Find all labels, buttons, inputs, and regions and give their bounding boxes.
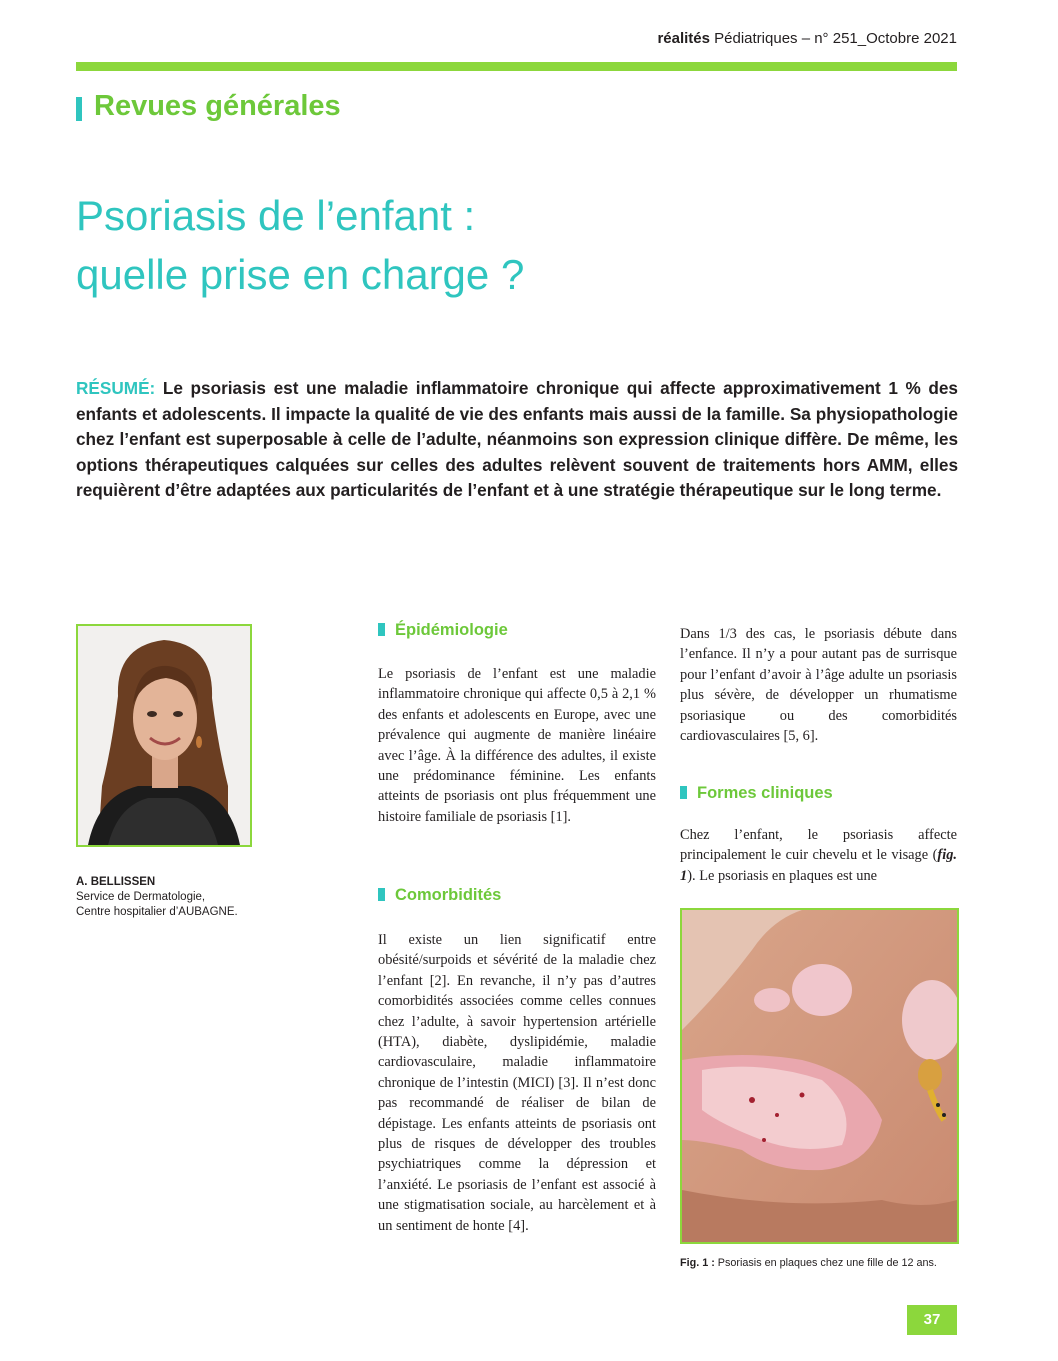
page-number: 37 <box>907 1305 957 1335</box>
heading-marker <box>378 888 385 901</box>
issue-info: Pédiatriques – n° 251_Octobre 2021 <box>709 30 957 47</box>
title-line-1: Psoriasis de l’enfant : <box>76 192 476 239</box>
heading-epidemiologie <box>378 621 508 640</box>
abstract-text: Le psoriasis est une maladie inflammatoire chronique qui affecte approximativement 1 % des enfants et adolescents. Il impacte la qualité de vie des enfants mais aussi de la famille. Sa physiopathologie chez l’enfant est superposable à celle de l’adulte, néanmoins son expression clinique diffère. De même, les options thérapeutiques calquées sur celles des adultes relèvent souvent de traitements hors AMM, elles requièrent d’être adaptées aux particularités de l’enfant et à une stratégie thérapeutique sur le long terme. <box>76 378 958 501</box>
abstract-label: RÉSUMÉ: <box>76 378 156 398</box>
abstract <box>76 376 958 504</box>
heading-comorbidites <box>378 886 501 905</box>
journal-name: réalités <box>657 30 710 47</box>
figure-1-caption <box>680 1257 960 1269</box>
section-label: Revues générales <box>94 90 341 122</box>
author-affiliation-1: Service de Dermatologie, <box>76 891 206 903</box>
figure-1-image <box>680 908 959 1244</box>
heading-marker <box>680 786 687 799</box>
article-title <box>76 186 524 304</box>
text-part: ). Le psoriasis en plaques est une <box>687 867 878 884</box>
heading-formes-cliniques <box>680 784 833 803</box>
heading-text: Épidémiologie <box>395 621 508 639</box>
author-block <box>76 875 296 920</box>
author-photo <box>76 624 252 847</box>
author-name: A. BELLISSEN <box>76 876 156 888</box>
heading-text: Formes cliniques <box>697 784 833 802</box>
text-part: Chez l’enfant, le psoriasis affecte principalement le cuir chevelu et le visage ( <box>680 827 957 864</box>
heading-text: Comorbidités <box>395 886 502 904</box>
running-head <box>657 30 957 47</box>
figure-label: Fig. 1 : <box>680 1257 715 1269</box>
continuation-text <box>680 624 957 746</box>
top-rule <box>76 62 957 71</box>
heading-marker <box>378 623 385 636</box>
paragraph <box>680 825 957 886</box>
formes-text <box>680 825 957 886</box>
paragraph: Le psoriasis de l’enfant est une maladie inflammatoire chronique qui affecte 0,5 à 2,1 % des enfants et adolescents en Europe, avec une prévalence qui augmente de manière linéaire avec l’âge. À la différence des adultes, il existe une prédominance féminine. Les enfants atteints de psoriasis ont plus fréquemment une histoire familiale de psoriasis [1]. <box>378 666 656 825</box>
paragraph: Il existe un lien significatif entre obésité/surpoids et sévérité de la maladie chez l’enfant [2]. En revanche, il n’y pas d’autres comorbidités associées comme celles connues chez l’adulte, à savoir hypertension artérielle (HTA), diabète, dyslipidémie, maladie cardiovasculaire, maladie inflammatoire chronique de l’intestin (MICI) [3]. Il n’est donc pas recommandé de réaliser de bilan de dépistage. Les enfants atteints de psoriasis ont plus de risques de développer des troubles psychiatriques comme la dépression et l’anxiété. Le psoriasis de l’enfant est associé à une stigmatisation sociale, au harcèlement et à un sentiment de honte [4]. <box>378 932 656 1234</box>
author-affiliation-2: Centre hospitalier d’AUBAGNE. <box>76 906 238 918</box>
paragraph: Dans 1/3 des cas, le psoriasis débute dans l’enfance. Il n’y a pour autant pas de surrisque pour l’enfant d’avoir à l’âge adulte un psoriasis plus sévère, de développer un rhumatisme psoriasique ou des comorbidités cardiovasculaires [5, 6]. <box>680 626 957 745</box>
epidemiologie-text <box>378 664 656 827</box>
section-marker <box>76 97 82 121</box>
comorbidites-text <box>378 930 656 1236</box>
title-line-2: quelle prise en charge ? <box>76 251 525 298</box>
figure-reference[interactable]: fig. 1 <box>680 847 957 884</box>
caption-text: Psoriasis en plaques chez une fille de 12 ans. <box>714 1257 937 1269</box>
